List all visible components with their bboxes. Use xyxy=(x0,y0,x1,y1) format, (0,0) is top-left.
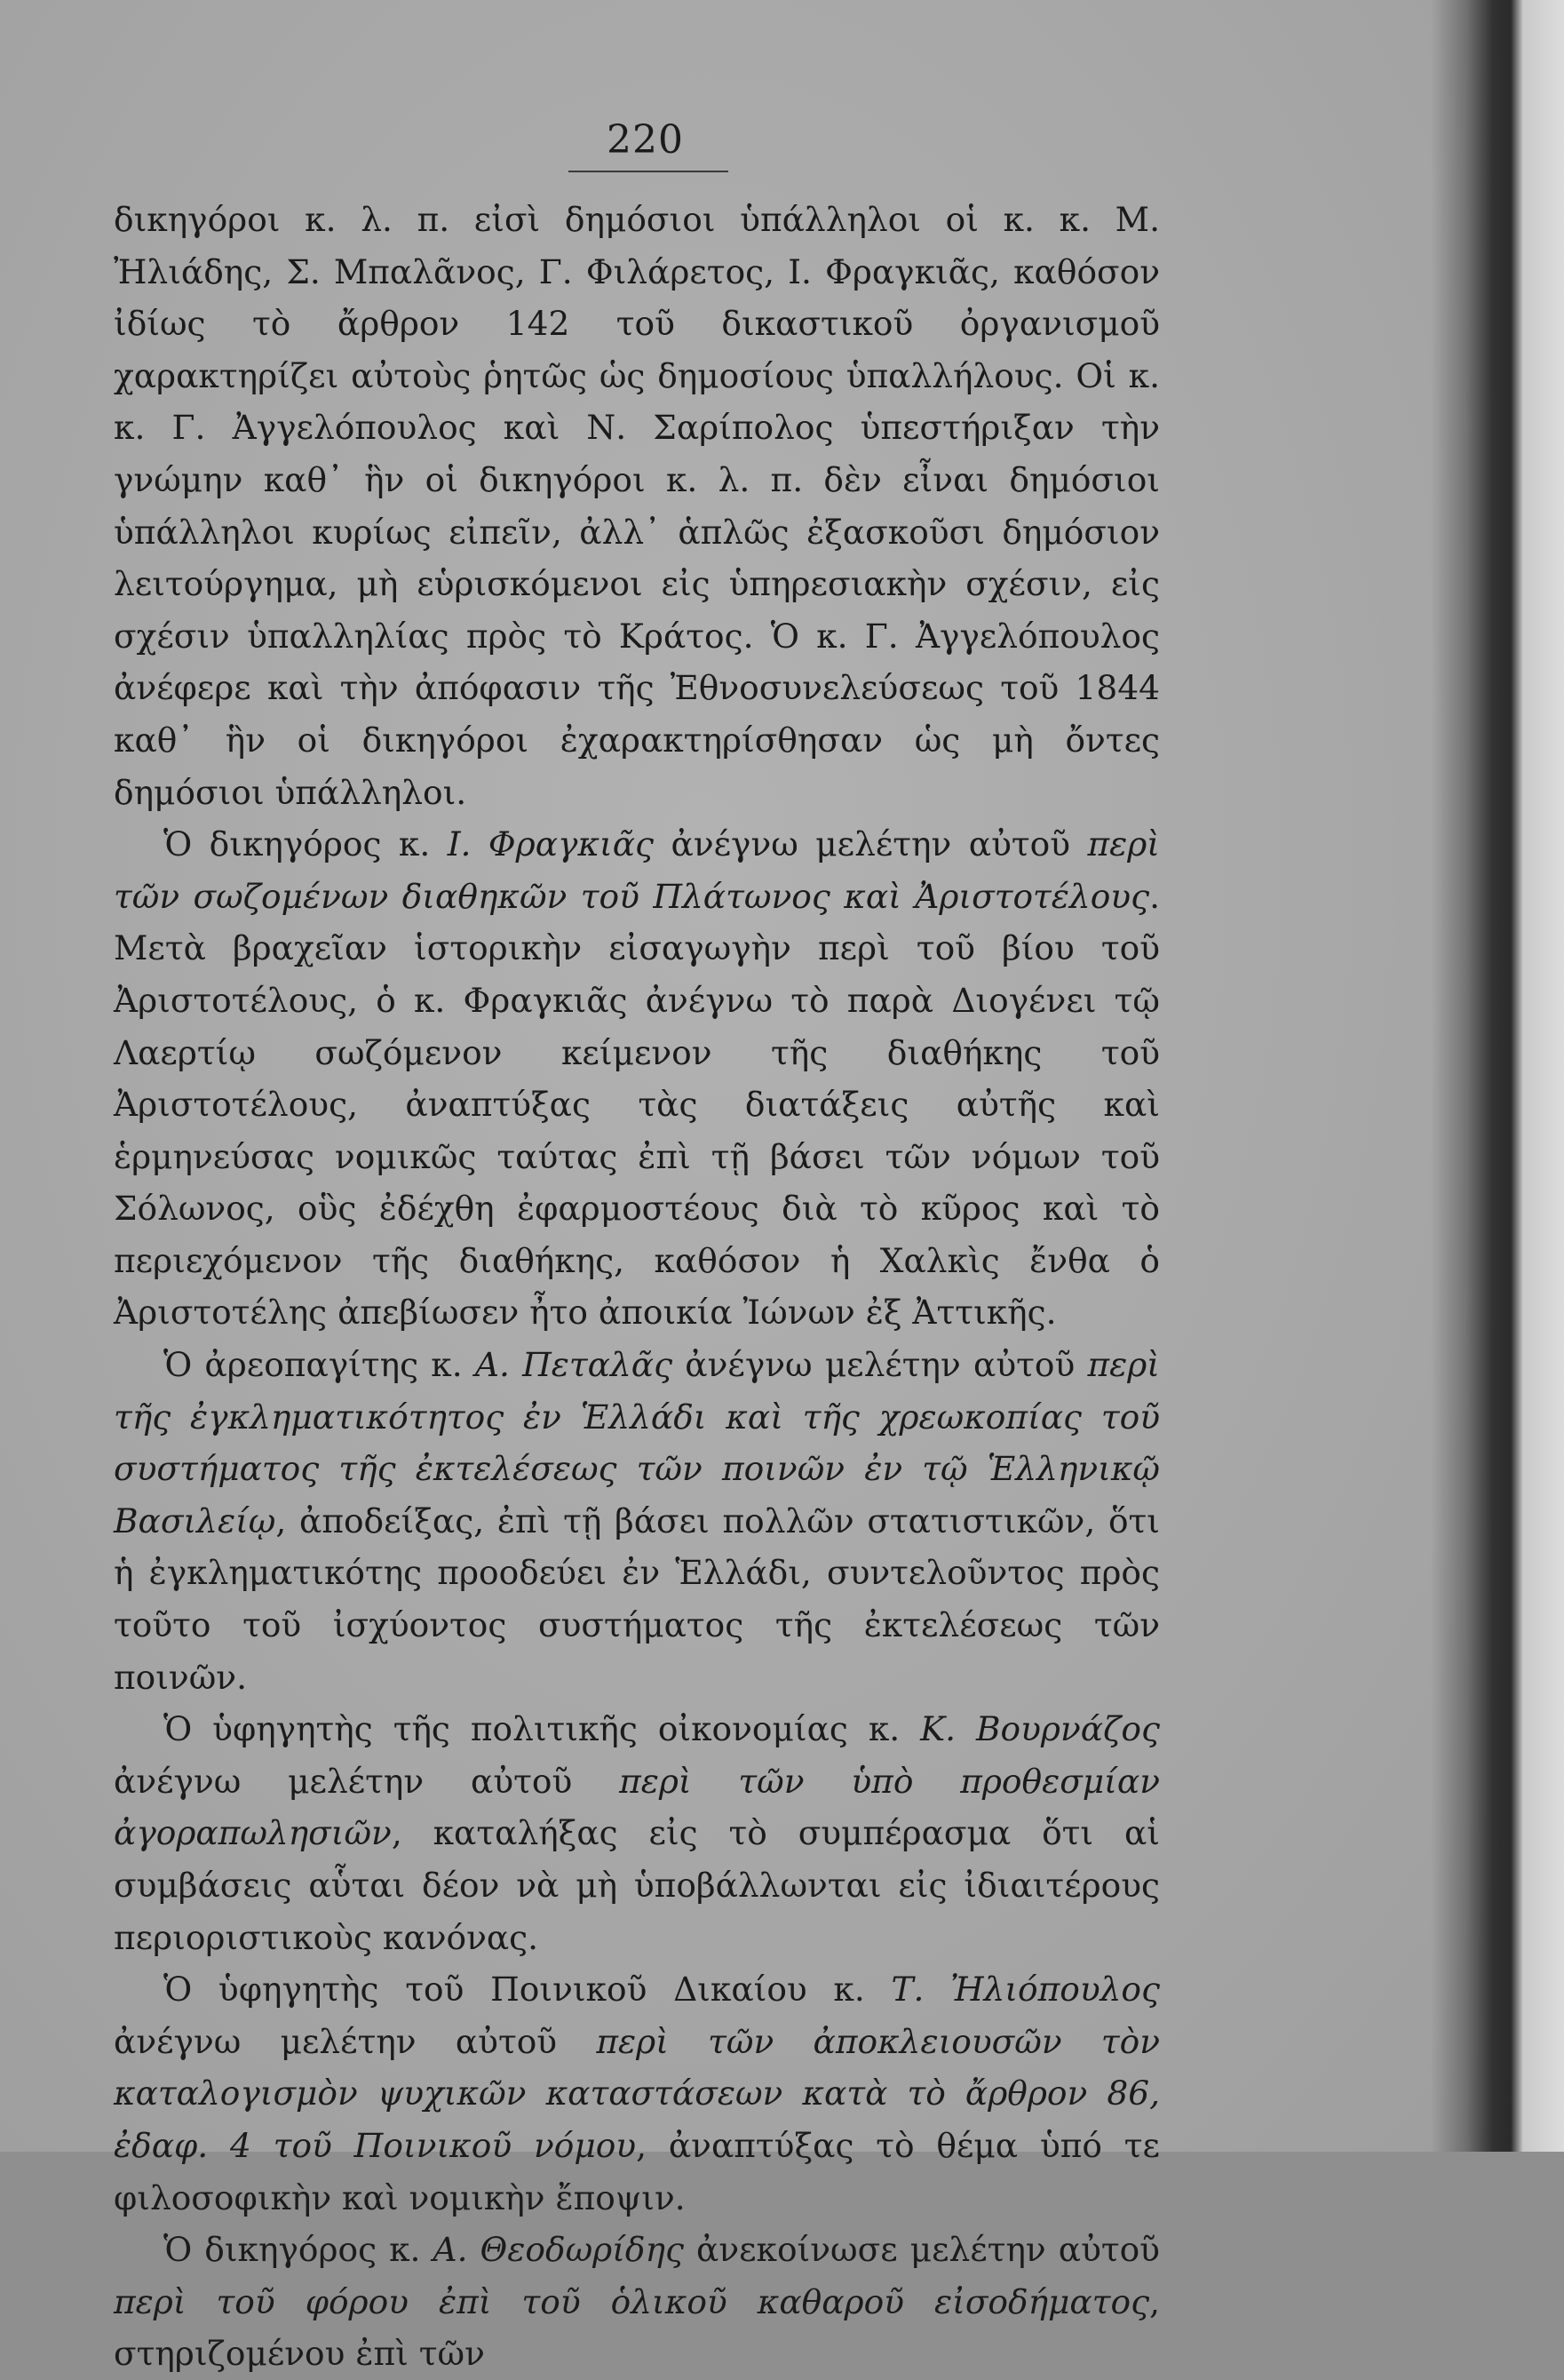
text-run: ἀνέγνω μελέτην αὐτοῦ xyxy=(114,1761,620,1801)
paragraph xyxy=(114,1703,1160,1963)
italic-run: περὶ τοῦ φόρου ἐπὶ τοῦ ὁλικοῦ καθαροῦ εἰσοδήματος xyxy=(114,2281,1150,2321)
text-run: , καταλήξας εἰς τὸ συμπέρασμα ὅτι αἱ συμβάσεις αὗται δέον νὰ μὴ ὑποβάλλωνται εἰς ἰδιαιτέρους περιοριστικοὺς κανόνας. xyxy=(114,1813,1160,1957)
paragraph xyxy=(114,1339,1160,1703)
italic-run: περὶ τῶν σωζομένων διαθηκῶν τοῦ Πλάτωνος καὶ Ἀριστοτέλους xyxy=(114,824,1160,916)
italic-run: Ι. Φραγκιᾶς xyxy=(447,824,655,864)
italic-run: Α. Θεοδωρίδης xyxy=(433,2230,684,2270)
page-edge-shadow xyxy=(1431,0,1564,2152)
page-number: 220 xyxy=(607,117,684,163)
text-run: Ὁ ἀρεοπαγίτης κ. xyxy=(163,1345,475,1385)
text-run: , ἀναπτύξας τὸ θέμα ὑπό τε φιλοσοφικὴν καὶ νομικὴν ἔποψιν. xyxy=(114,2125,1160,2217)
text-run: ἀνεκοίνωσε μελέτην αὐτοῦ xyxy=(683,2230,1160,2270)
text-run: Ὁ ὑφηγητὴς τοῦ Ποινικοῦ Δικαίου κ. xyxy=(163,1970,892,2010)
paragraph xyxy=(114,818,1160,1339)
page-number-rule xyxy=(568,171,728,172)
italic-run: περὶ τῶν ἀποκλειουσῶν τὸν καταλογισμὸν ψυχικῶν καταστάσεων κατὰ τὸ ἄρθρον 86, ἐδαφ. 4 τοῦ Ποινικοῦ νόμου xyxy=(114,2021,1160,2165)
text-run: Ὁ δικηγόρος κ. xyxy=(163,824,448,864)
paragraph xyxy=(114,1963,1160,2224)
text-run: ἀνέγνω μελέτην αὐτοῦ xyxy=(654,824,1088,864)
italic-run: περὶ τῆς ἐγκληματικότητος ἐν Ἑλλάδι καὶ τῆς χρεωκοπίας τοῦ συστήματος τῆς ἐκτελέσεως τῶν ποινῶν ἐν τῷ Ἑλληνικῷ Βασιλείῳ xyxy=(114,1345,1160,1540)
italic-run: Κ. Βουρνάζος xyxy=(920,1709,1160,1749)
italic-run: Α. Πεταλᾶς xyxy=(474,1345,673,1385)
text-run: , στηριζομένου ἐπὶ τῶν xyxy=(114,2281,1160,2374)
text-run: . Μετὰ βραχεῖαν ἱστορικὴν εἰσαγωγὴν περὶ τοῦ βίου τοῦ Ἀριστοτέλους, ὁ κ. Φραγκιᾶς ἀνέγνω τὸ παρὰ Διογένει τῷ Λαερτίῳ σωζόμενον κείμενον τῆς διαθήκης τοῦ Ἀριστοτέλους, ἀναπτύξας τὰς διατάξεις αὐτῆς καὶ ἑρμηνεύσας νομικῶς ταύτας ἐπὶ τῇ βάσει τῶν νόμων τοῦ Σόλωνος, οὓς ἐδέχθη ἐφαρμοστέους διὰ τὸ κῦρος καὶ τὸ περιεχόμενον τῆς διαθήκης, καθόσον ἡ Χαλκὶς ἔνθα ὁ Ἀριστοτέλης ἀπεβίωσεν ἦτο ἀποικία Ἰώνων ἐξ Ἀττικῆς. xyxy=(114,876,1160,1333)
text-run: ἀνέγνω μελέτην αὐτοῦ xyxy=(114,2021,597,2061)
paragraph xyxy=(114,2224,1160,2380)
text-run: δικηγόροι κ. λ. π. εἰσὶ δημόσιοι ὑπάλληλοι οἱ κ. κ. Μ. Ἠλιάδης, Σ. Μπαλᾶνος, Γ. Φιλάρετος, Ι. Φραγκιᾶς, καθόσον ἰδίως τὸ ἄρθρον 142 τοῦ δικαστικοῦ ὀργανισμοῦ χαρακτηρίζει αὐτοὺς ῥητῶς ὡς δημοσίους ὑπαλλήλους. Οἱ κ. κ. Γ. Ἀγγελόπουλος καὶ Ν. Σαρίπολος ὑπεστήριξαν τὴν γνώμην καθ᾽ ἣν οἱ δικηγόροι κ. λ. π. δὲν εἶναι δημόσιοι ὑπάλληλοι κυρίως εἰπεῖν, ἀλλ᾽ ἁπλῶς ἐξασκοῦσι δημόσιον λειτούργημα, μὴ εὑρισκόμενοι εἰς ὑπηρεσιακὴν σχέσιν, εἰς σχέσιν ὑπαλληλίας πρὸς τὸ Κράτος. Ὁ κ. Γ. Ἀγγελόπουλος ἀνέφερε καὶ τὴν ἀπόφασιν τῆς Ἐθνοσυνελεύσεως τοῦ 1844 καθ᾽ ἣν οἱ δικηγόροι ἐχαρακτηρίσθησαν ὡς μὴ ὄντες δημόσιοι ὑπάλληλοι. xyxy=(114,200,1160,812)
italic-run: Τ. Ἠλιόπουλος xyxy=(891,1970,1160,2010)
body-text xyxy=(114,194,1160,2380)
italic-run: περὶ τῶν ὑπὸ προθεσμίαν ἀγοραπωλησιῶν xyxy=(114,1761,1160,1853)
text-run: , ἀποδείξας, ἐπὶ τῇ βάσει πολλῶν στατιστικῶν, ὅτι ἡ ἐγκληματικότης προοδεύει ἐν Ἑλλάδι, συντελοῦντος πρὸς τοῦτο τοῦ ἰσχύοντος συστήματος τῆς ἐκτελέσεως τῶν ποινῶν. xyxy=(114,1500,1160,1697)
paragraph xyxy=(114,194,1160,818)
text-run: Ὁ δικηγόρος κ. xyxy=(163,2230,433,2270)
text-run: ἀνέγνω μελέτην αὐτοῦ xyxy=(672,1345,1088,1385)
text-run: Ὁ ὑφηγητὴς τῆς πολιτικῆς οἰκονομίας κ. xyxy=(163,1709,921,1749)
